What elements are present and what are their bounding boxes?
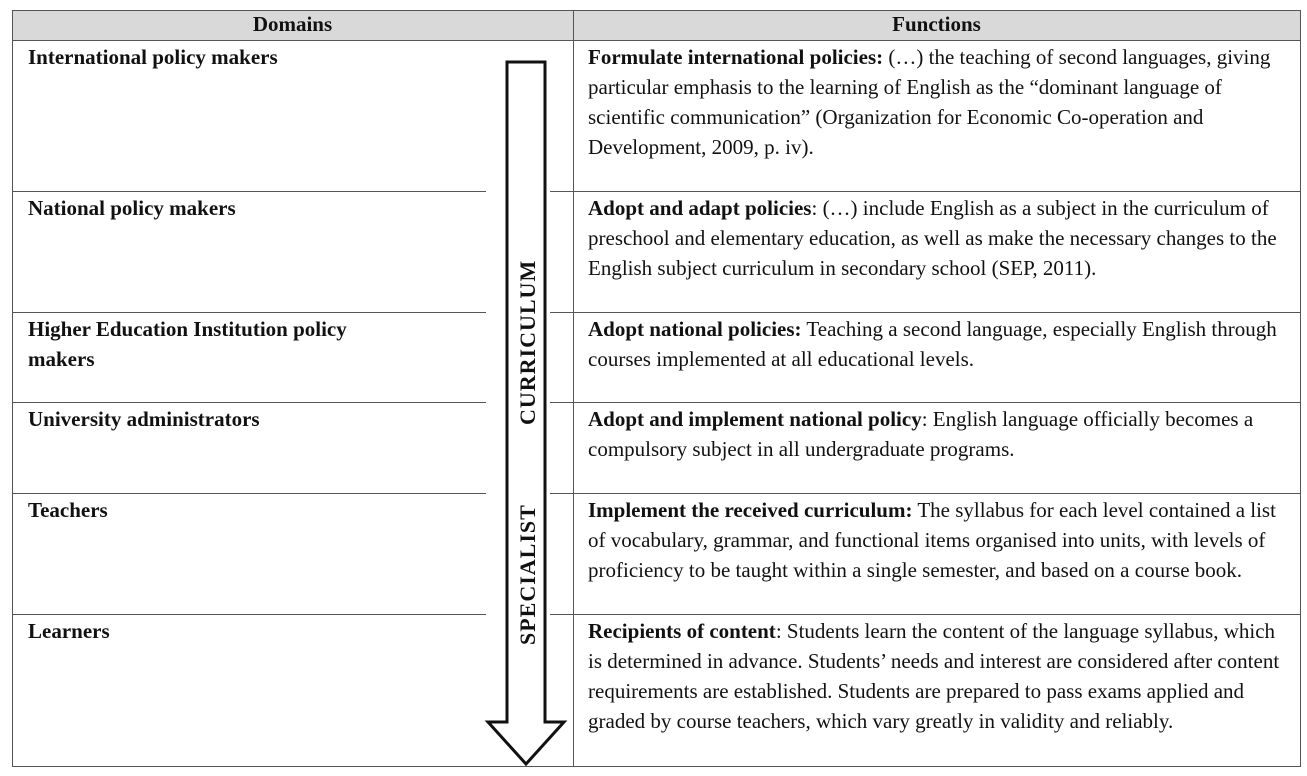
function-title: Adopt and adapt policies xyxy=(588,196,812,220)
function-title: Recipients of content xyxy=(588,619,776,643)
function-text: The syllabus for each level contained a list of vocabulary, grammar, and functional items organised into units, with levels of proficiency to be taught within a single semester, and based on a course book. xyxy=(588,498,1276,582)
arrow-label-curriculum: CURRICULUM xyxy=(515,259,540,425)
function-cell xyxy=(588,42,1288,162)
function-cell xyxy=(588,404,1288,464)
function-title: Implement the received curriculum: xyxy=(588,498,913,522)
function-cell xyxy=(588,616,1288,736)
domain-national-policy-makers: National policy makers xyxy=(28,196,236,220)
function-cell xyxy=(588,495,1288,585)
domain-teachers: Teachers xyxy=(28,498,108,522)
header-domains: Domains xyxy=(252,12,333,36)
function-text: : Students learn the content of the language syllabus, which is determined in advance. Students’ needs and interest are considered after content requirements are established. Students are prepared to pass exams applied and graded by course teachers, which vary greatly in validity and reliably. xyxy=(588,619,1280,733)
function-text: Teaching a second language, especially English through courses implemented at all educational levels. xyxy=(588,317,1277,371)
function-title: Adopt and implement national policy xyxy=(588,407,922,431)
function-text: : English language officially becomes a compulsory subject in all undergraduate programs. xyxy=(588,407,1254,461)
arrow-label-specialist: SPECIALIST xyxy=(515,504,540,645)
domain-international-policy-makers: International policy makers xyxy=(28,45,278,69)
function-cell xyxy=(588,314,1288,374)
function-cell xyxy=(588,193,1288,283)
function-title: Adopt national policies: xyxy=(588,317,802,341)
header-functions: Functions xyxy=(892,12,981,36)
function-title: Formulate international policies: xyxy=(588,45,884,69)
domain-learners: Learners xyxy=(28,619,110,643)
function-text: (…) the teaching of second languages, giving particular emphasis to the learning of English as the “dominant language of scientific communication” (Organization for Economic Co-operation and Development, 2009, p. iv). xyxy=(588,45,1271,159)
function-text: : (…) include English as a subject in the curriculum of preschool and elementary education, as well as make the necessary changes to the English subject curriculum in secondary school (SEP, 2011). xyxy=(588,196,1277,280)
domain-university-administrators: University administrators xyxy=(28,407,260,431)
domain-hei-policy-makers: Higher Education Institution policy makers xyxy=(28,317,347,371)
